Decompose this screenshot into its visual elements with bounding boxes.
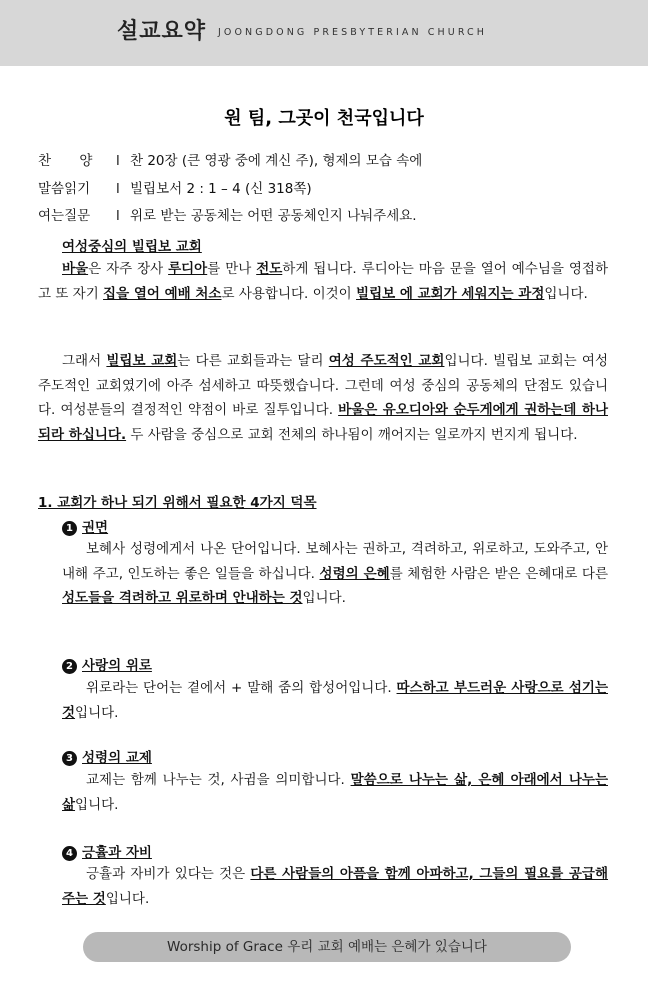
intro-subtitle: 여성중심의 빌립보 교회 bbox=[62, 239, 202, 255]
body-text: 입니다. bbox=[75, 796, 119, 813]
separator: l bbox=[116, 208, 120, 224]
number-badge: 1 bbox=[62, 521, 77, 536]
reading-row bbox=[38, 177, 312, 197]
emphasis-text: 루디아 bbox=[168, 261, 208, 277]
body-text: 를 만나 bbox=[207, 261, 257, 277]
virtue-heading bbox=[62, 516, 108, 536]
virtue-heading bbox=[62, 654, 152, 674]
number-badge: 3 bbox=[62, 751, 77, 766]
body-text: 교제는 함께 나누는 것, 사귐을 의미합니다. bbox=[86, 772, 351, 788]
body-text: 입니다. bbox=[302, 590, 346, 606]
emphasis-text: 바울은 유오디아와 순두게에게 권하는데 하나되라 하십니다. bbox=[38, 402, 608, 443]
reading-label: 말씀읽기 bbox=[38, 181, 91, 197]
question-value: 위로 받는 공동체는 어떤 공동체인지 나눠주세요. bbox=[130, 208, 417, 224]
emphasis-text: 바울 bbox=[62, 261, 89, 277]
virtue-body bbox=[62, 862, 608, 911]
body-text: 보혜사 성령에게서 나온 단어입니다. 보혜사는 권하고, 격려하고, 위로하고, 도와주고, 안내해 주고, 인도하는 좋은 일들을 하십니다. bbox=[62, 541, 608, 582]
emphasis-text: 성도들을 격려하고 위로하며 안내하는 것 bbox=[62, 590, 303, 606]
emphasis-text: 빌립보 에 교회가 세워지는 과정 bbox=[356, 285, 545, 302]
body-text: 입니다. 빌립보 교회는 여성 주도적인 교회였기에 아주 섬세하고 따뜻했습니다. 그런데 여성 중심의 공동체의 단점도 있습니다. 여성분들의 결정적인 약점이 바로 질투입니다. bbox=[38, 353, 608, 418]
virtue-body bbox=[62, 768, 608, 817]
body-text: 그래서 bbox=[62, 353, 107, 369]
body-text: 를 체험한 사람은 받은 은혜대로 다른 bbox=[389, 565, 609, 582]
body-text: 긍휼과 자비가 있다는 것은 bbox=[86, 866, 251, 882]
reading-value: 빌립보서 2 : 1 – 4 (신 318쪽) bbox=[130, 181, 312, 197]
section-heading: 1. 교회가 하나 되기 위해서 필요한 4가지 덕목 bbox=[38, 495, 317, 511]
intro-paragraph-1 bbox=[38, 257, 608, 306]
emphasis-text: 말씀으로 나누는 삶, 은혜 아래에서 나누는 삶 bbox=[62, 772, 608, 813]
body-text: 입니다. bbox=[75, 704, 119, 721]
body-text: 로 사용합니다. 이것이 bbox=[221, 285, 357, 302]
hymn-label: 찬 양 bbox=[38, 153, 105, 169]
separator: l bbox=[116, 153, 120, 169]
emphasis-text: 성령의 은혜 bbox=[319, 565, 390, 582]
hymn-row bbox=[38, 149, 422, 169]
emphasis-text: 다른 사람들의 아픔을 함께 아파하고, 그들의 필요를 공급해 주는 것 bbox=[62, 866, 608, 907]
intro-paragraph-2 bbox=[38, 349, 608, 447]
virtue-title: 권면 bbox=[82, 520, 109, 536]
number-badge: 2 bbox=[62, 659, 77, 674]
virtue-heading bbox=[62, 841, 152, 861]
emphasis-text: 따스하고 부드러운 사랑으로 섬기는 것 bbox=[62, 680, 608, 721]
emphasis-text: 집을 열어 예배 처소 bbox=[103, 285, 222, 302]
header-banner bbox=[0, 0, 648, 66]
virtue-title: 성령의 교제 bbox=[82, 750, 152, 766]
virtue-body bbox=[62, 537, 608, 611]
emphasis-text: 빌립보 교회 bbox=[106, 353, 178, 369]
virtue-heading bbox=[62, 746, 152, 766]
emphasis-text: 전도 bbox=[256, 261, 283, 277]
body-text: 입니다. bbox=[544, 285, 588, 302]
footer-banner: Worship of Grace 우리 교회 예배는 은혜가 있습니다 bbox=[83, 932, 571, 962]
virtue-body bbox=[62, 676, 608, 725]
body-text: 는 다른 교회들과는 달리 bbox=[177, 353, 329, 369]
header-church-name: JOONGDONG PRESBYTERIAN CHURCH bbox=[218, 27, 488, 38]
emphasis-text: 여성 주도적인 교회 bbox=[328, 353, 445, 369]
body-text: 은 자주 장사 bbox=[88, 261, 169, 277]
sermon-title: 원 팀, 그곳이 천국입니다 bbox=[224, 108, 424, 129]
body-text: 두 사람을 중심으로 교회 전체의 하나됨이 깨어지는 일로까지 번지게 됩니다. bbox=[126, 426, 578, 443]
virtue-title: 긍휼과 자비 bbox=[82, 845, 152, 861]
number-badge: 4 bbox=[62, 846, 77, 861]
question-row bbox=[38, 204, 417, 224]
hymn-value: 찬 20장 (큰 영광 중에 계신 주), 형제의 모습 속에 bbox=[130, 153, 423, 169]
question-label: 여는질문 bbox=[38, 208, 91, 224]
header-brand: 설교요약 bbox=[117, 19, 207, 44]
body-text: 위로라는 단어는 곁에서 + 말해 줌의 합성어입니다. bbox=[86, 680, 397, 696]
separator: l bbox=[116, 181, 120, 197]
virtue-title: 사랑의 위로 bbox=[82, 658, 152, 674]
body-text: 하게 됩니다. 루디아는 마음 문을 열어 예수님을 영접하고 또 자기 bbox=[38, 261, 608, 302]
body-text: 입니다. bbox=[105, 890, 150, 907]
